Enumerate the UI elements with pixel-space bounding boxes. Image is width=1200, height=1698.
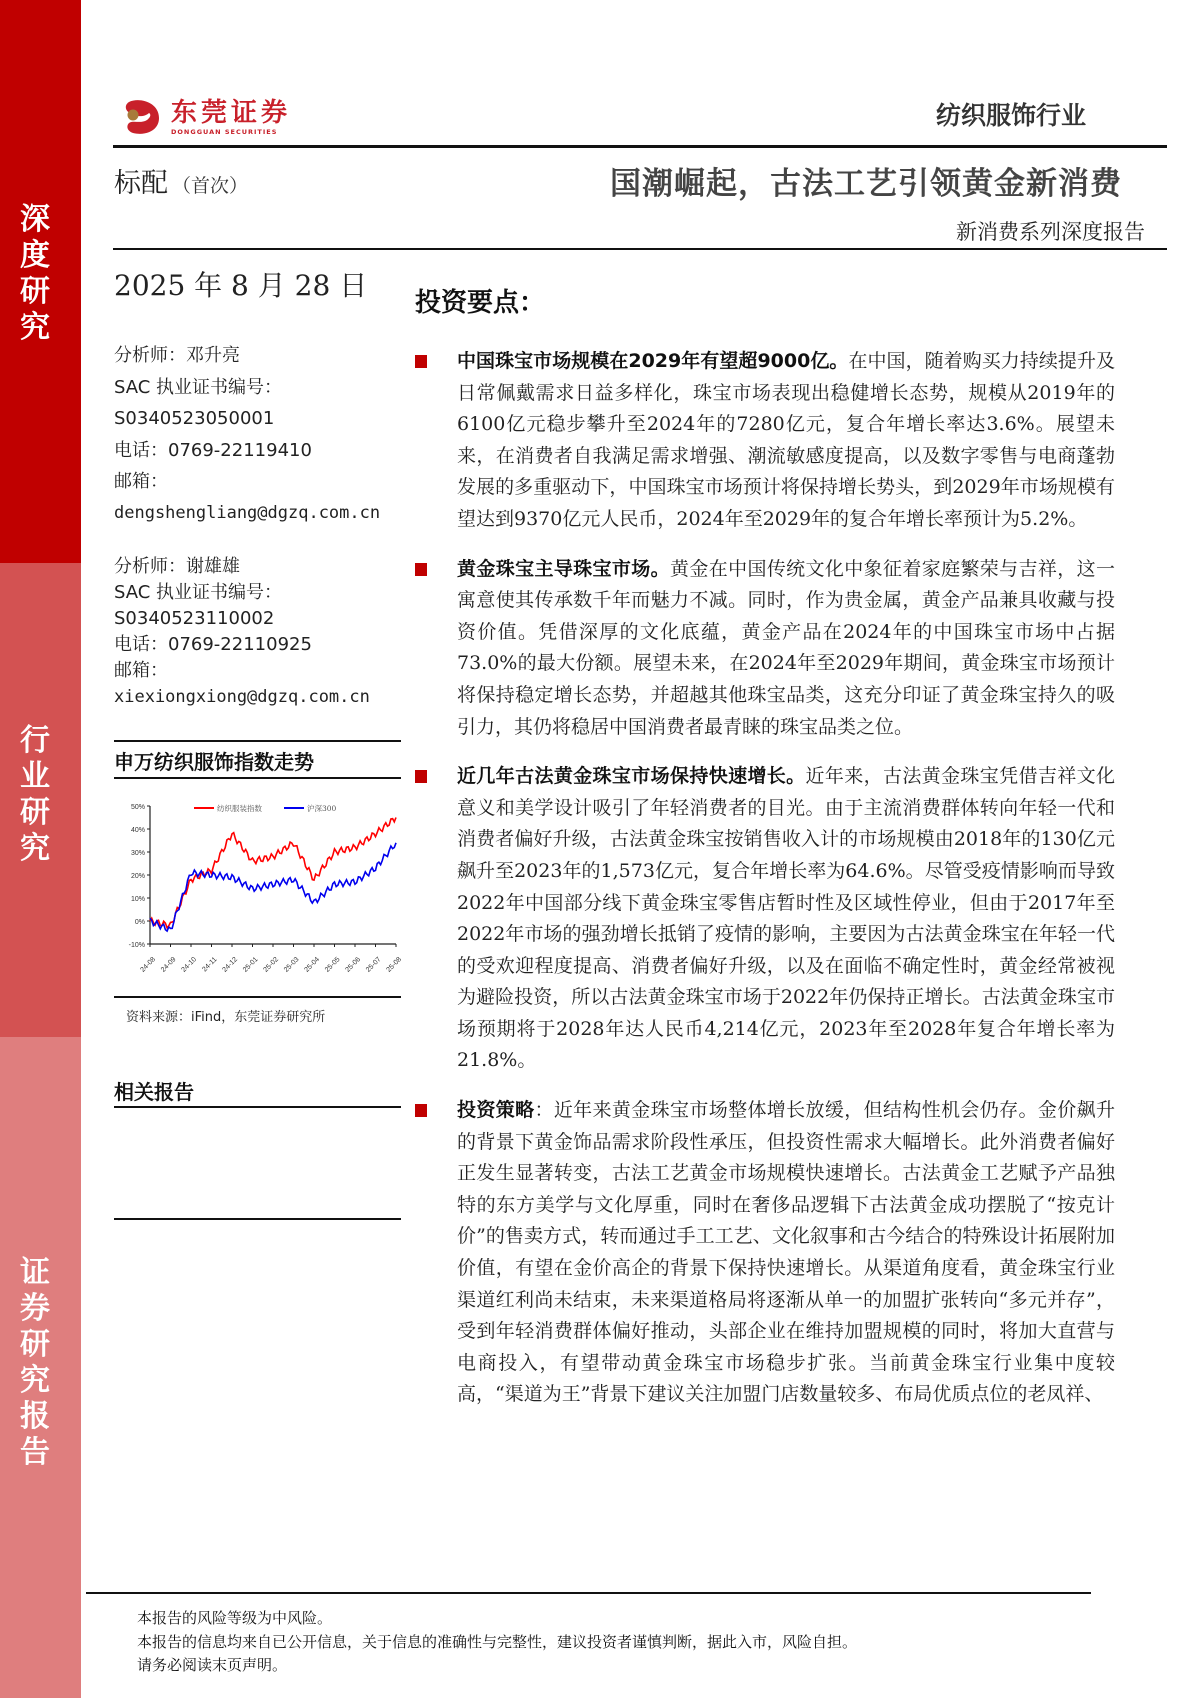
rating-value: 标配 (114, 168, 168, 199)
analyst-sac-label: SAC 执业证书编号： (114, 376, 283, 398)
analyst-email[interactable]: xiexiongxiong@dgzq.com.cn (114, 687, 370, 707)
svg-text:20%: 20% (130, 873, 145, 880)
svg-text:沪深300: 沪深300 (307, 804, 337, 813)
key-point-item (415, 554, 1115, 744)
sidebar-segment-deep-research (0, 0, 81, 563)
analyst-email-label: 邮箱： (114, 660, 168, 681)
key-point-body: 在中国，随着购买力持续提升及日常佩戴需求日益多样化，珠宝市场表现出稳健增长态势，规模从2019年的6100亿元稳步攀升至2024年的7280亿元，复合年增长率达3.6%。展望未来，在消费者自我满足需求增强、潮流敏感度提高，以及数字零售与电商蓬勃发展的多重驱动下，中国珠宝市场预计将保持增长势头，到2029年市场规模有望达到9370亿元人民币，2024年至2029年的复合年增长率预计为5.2%。 (457, 350, 1115, 530)
logo-text-cn: 东莞证券 (171, 97, 292, 128)
title-divider (113, 248, 1167, 250)
svg-text:25-01: 25-01 (241, 956, 260, 974)
svg-text:10%: 10% (130, 896, 145, 903)
sidebar-segment-securities-report (0, 1037, 81, 1698)
divider (114, 1218, 401, 1220)
svg-text:25-03: 25-03 (282, 956, 301, 974)
svg-text:25-07: 25-07 (364, 956, 383, 974)
footer-divider (86, 1592, 1091, 1594)
analyst-email[interactable]: dengshengliang@dgzq.com.cn (114, 502, 381, 523)
key-point-heading: 中国珠宝市场规模在2029年有望超9000亿。 (457, 350, 849, 372)
key-point-item (415, 1095, 1115, 1411)
related-reports-title: 相关报告 (114, 1080, 194, 1104)
index-trend-chart (114, 796, 404, 986)
analyst-phone: 电话：0769-22119410 (114, 439, 312, 461)
report-title: 国潮崛起，古法工艺引领黄金新消费 (610, 166, 1122, 202)
analyst-card (114, 554, 370, 710)
analyst-phone: 电话：0769-22110925 (114, 634, 312, 655)
analyst-email-label: 邮箱： (114, 471, 168, 492)
analyst-name: 分析师：谢雄雄 (114, 556, 240, 577)
sidebar-segment-industry-research (0, 563, 81, 1037)
key-point-body: 黄金在中国传统文化中象征着家庭繁荣与吉祥，这一寓意使其传承数千年而魅力不减。同时，作为贵金属，黄金产品兼具收藏与投资价值。凭借深厚的文化底蕴，黄金产品在2024年的中国珠宝市场中占据73.0%的最大份额。展望未来，在2024年至2029年期间，黄金珠宝市场预计将保持稳定增长态势，并超越其他珠宝品类，这充分印证了黄金珠宝持久的吸引力，其仍将稳居中国消费者最青睐的珠宝品类之位。 (457, 557, 1115, 738)
key-point-body: 近年来，古法黄金珠宝凭借吉祥文化意义和美学设计吸引了年轻消费者的目光。由于主流消费群体转向年轻一代和消费者偏好升级，古法黄金珠宝按销售收入计的市场规模由2018年的130亿元飙升至2023年的1,573亿元，复合年增长率为64.6%。尽管受疫情影响而导致2022年中国部分线下黄金珠宝零售店暂时性及区域性停业，但由于2017年至2022年市场的强劲增长抵销了疫情的影响，主要因为古法黄金珠宝在年轻一代的受欢迎程度提高、消费者偏好升级，以及在面临不确定性时，黄金经常被视为避险投资，所以古法黄金珠宝市场于2022年仍保持正增长。古法黄金珠宝市场预期将于2028年达人民币4,214亿元，2023年至2028年复合年增长率为21.8%。 (457, 765, 1115, 1072)
key-point-item (415, 346, 1115, 536)
sidebar-label-deep-research: 深度研究 (20, 202, 50, 345)
analyst-sac-number: S0340523110002 (114, 608, 275, 629)
logo-mark-icon (123, 98, 161, 136)
key-point-heading: 投资策略 (457, 1099, 535, 1122)
svg-text:-10%: -10% (128, 942, 145, 949)
key-points-title: 投资要点： (415, 288, 546, 318)
rating-note: （首次） (172, 175, 249, 197)
chart-source: 资料来源：iFind，东莞证券研究所 (126, 1010, 326, 1025)
svg-text:25-05: 25-05 (323, 956, 342, 974)
sidebar-label-securities-report: 证券研究报告 (20, 1255, 50, 1470)
key-point-item (415, 761, 1115, 1077)
analyst-sac-number: S0340523050001 (114, 408, 275, 429)
key-point-body: ：近年来黄金珠宝市场整体增长放缓，但结构性机会仍存。金价飙升的背景下黄金饰品需求阶段性承压，但投资性需求大幅增长。此外消费者偏好正发生显著转变，古法工艺黄金市场规模快速增长。古法黄金工艺赋予产品独特的东方美学与文化厚重，同时在奢侈品逻辑下古法黄金成功摆脱了“按克计价”的售卖方式，转而通过手工工艺、文化叙事和古今结合的特殊设计拓展附加价值，有望在金价高企的背景下保持快速增长。从渠道角度看，黄金珠宝行业渠道红利尚未结束，未来渠道格局将逐渐从单一的加盟扩张转向“多元并存”，受到年轻消费群体偏好推动，头部企业在维持加盟规模的同时，将加大直营与电商投入，有望带动黄金珠宝市场稳步扩张。当前黄金珠宝行业集中度较高，“渠道为王”背景下建议关注加盟门店数量较多、布局优质点位的老凤祥、 (457, 1099, 1115, 1406)
svg-text:24-11: 24-11 (201, 956, 219, 974)
report-subtitle: 新消费系列深度报告 (956, 220, 1145, 244)
divider (114, 777, 401, 779)
chart-title: 申万纺织服饰指数走势 (114, 750, 314, 774)
company-logo (123, 98, 291, 136)
svg-text:50%: 50% (130, 804, 145, 811)
svg-text:0%: 0% (134, 919, 145, 926)
disclaimer-line: 请务必阅读末页声明。 (137, 1656, 288, 1674)
bullet-square-icon (415, 1104, 427, 1117)
svg-text:24-09: 24-09 (159, 956, 178, 974)
svg-text:40%: 40% (130, 827, 145, 834)
analyst-card (114, 340, 380, 529)
header-divider (113, 145, 1167, 148)
sidebar (0, 0, 81, 1698)
industry-label: 纺织服饰行业 (935, 101, 1086, 130)
key-points-list (415, 346, 1115, 1429)
bullet-square-icon (415, 770, 427, 783)
svg-text:24-12: 24-12 (221, 956, 240, 974)
svg-text:25-04: 25-04 (303, 956, 322, 974)
logo-text-en: DONGGUAN SECURITIES (171, 127, 278, 136)
divider (114, 740, 401, 742)
disclaimer-line: 本报告的风险等级为中风险。 (137, 1609, 333, 1627)
divider (114, 1106, 401, 1108)
bullet-square-icon (415, 355, 427, 368)
svg-text:25-06: 25-06 (344, 956, 363, 974)
disclaimer-line: 本报告的信息均来自已公开信息，关于信息的准确性与完整性，建议投资者谨慎判断，据此入市，风险自担。 (137, 1632, 858, 1651)
divider (114, 996, 401, 998)
svg-text:24-08: 24-08 (139, 956, 158, 974)
analyst-sac-label: SAC 执业证书编号： (114, 582, 283, 603)
svg-text:30%: 30% (130, 850, 145, 857)
rating (114, 161, 248, 200)
svg-text:24-10: 24-10 (180, 956, 199, 974)
key-point-heading: 黄金珠宝主导珠宝市场。 (457, 557, 670, 580)
bullet-square-icon (415, 563, 427, 576)
report-date: 2025 年 8 月 28 日 (114, 269, 368, 302)
sidebar-label-industry-research: 行业研究 (20, 723, 50, 866)
svg-text:纺织服装指数: 纺织服装指数 (217, 804, 262, 813)
svg-text:25-02: 25-02 (262, 956, 281, 974)
svg-text:25-08: 25-08 (385, 956, 404, 974)
key-point-heading: 近几年古法黄金珠宝市场保持快速增长。 (457, 765, 806, 788)
analyst-name: 分析师：邓升亮 (114, 345, 240, 366)
disclaimer (137, 1607, 857, 1678)
